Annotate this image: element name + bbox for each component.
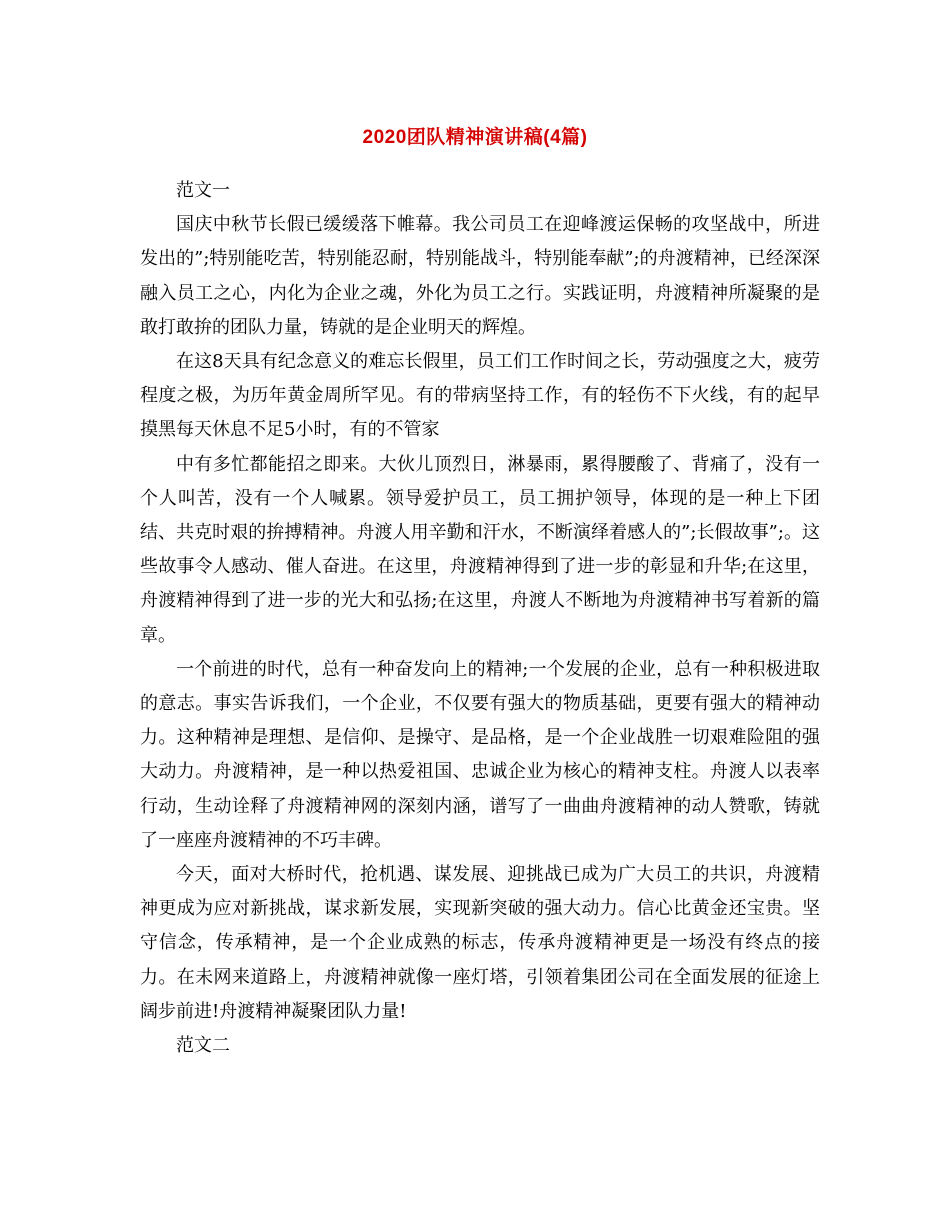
document-body <box>140 174 820 1063</box>
document-title: 2020团队精神演讲稿(4篇) <box>362 127 588 148</box>
section-heading: 范文二 <box>176 1035 230 1057</box>
paragraph: 一个前进的时代，总有一种奋发向上的精神;一个发展的企业，总有一种积极进取的意志。事实告诉我们，一个企业，不仅要有强大的物质基础，更要有强大的精神动力。这种精神是理想、是信仰、是操守、是品格，是一个企业战胜一切艰难险阻的强大动力。舟渡精神，是一种以热爱祖国、忠诚企业为核心的精神支柱。舟渡人以表率行动，生动诠释了舟渡精神网的深刻内涵，谱写了一曲曲舟渡精神的动人赞歌，铸就了一座座舟渡精神的不巧丰碑。 <box>140 658 820 851</box>
paragraph: 中有多忙都能招之即来。大伙儿顶烈日，淋暴雨，累得腰酸了、背痛了，没有一个人叫苦，没有一个人喊累。领导爱护员工，员工拥护领导，体现的是一种上下团结、共克时艰的拚搏精神。舟渡人用辛勤和汗水，不断演绎着感人的”;长假故事”;。这些故事令人感动、催人奋进。在这里，舟渡精神得到了进一步的彰显和升华;在这里，舟渡精神得到了进一步的光大和弘扬;在这里，舟渡人不断地为舟渡精神书写着新的篇章。 <box>140 453 820 646</box>
paragraph: 在这8天具有纪念意义的难忘长假里，员工们工作时间之长，劳动强度之大，疲劳程度之极，为历年黄金周所罕见。有的带病坚持工作，有的轻伤不下火线，有的起早摸黑每天休息不足5小时，有的不管家 <box>140 351 820 441</box>
paragraph: 国庆中秋节长假已缓缓落下帷幕。我公司员工在迎峰渡运保畅的攻坚战中，所进发出的”;特别能吃苦，特别能忍耐，特别能战斗，特别能奉献”;的舟渡精神，已经深深融入员工之心，内化为企业之魂，外化为员工之行。实践证明，舟渡精神所凝聚的是敢打敢拚的团队力量，铸就的是企业明天的辉煌。 <box>140 214 820 338</box>
paragraph: 今天，面对大桥时代，抢机遇、谋发展、迎挑战已成为广大员工的共识，舟渡精神更成为应对新挑战，谋求新发展，实现新突破的强大动力。信心比黄金还宝贵。坚守信念，传承精神，是一个企业成熟的标志，传承舟渡精神更是一场没有终点的接力。在未网来道路上，舟渡精神就像一座灯塔，引领着集团公司在全面发展的征途上阔步前进!舟渡精神凝聚团队力量! <box>140 864 820 1022</box>
section-heading: 范文一 <box>176 180 230 201</box>
